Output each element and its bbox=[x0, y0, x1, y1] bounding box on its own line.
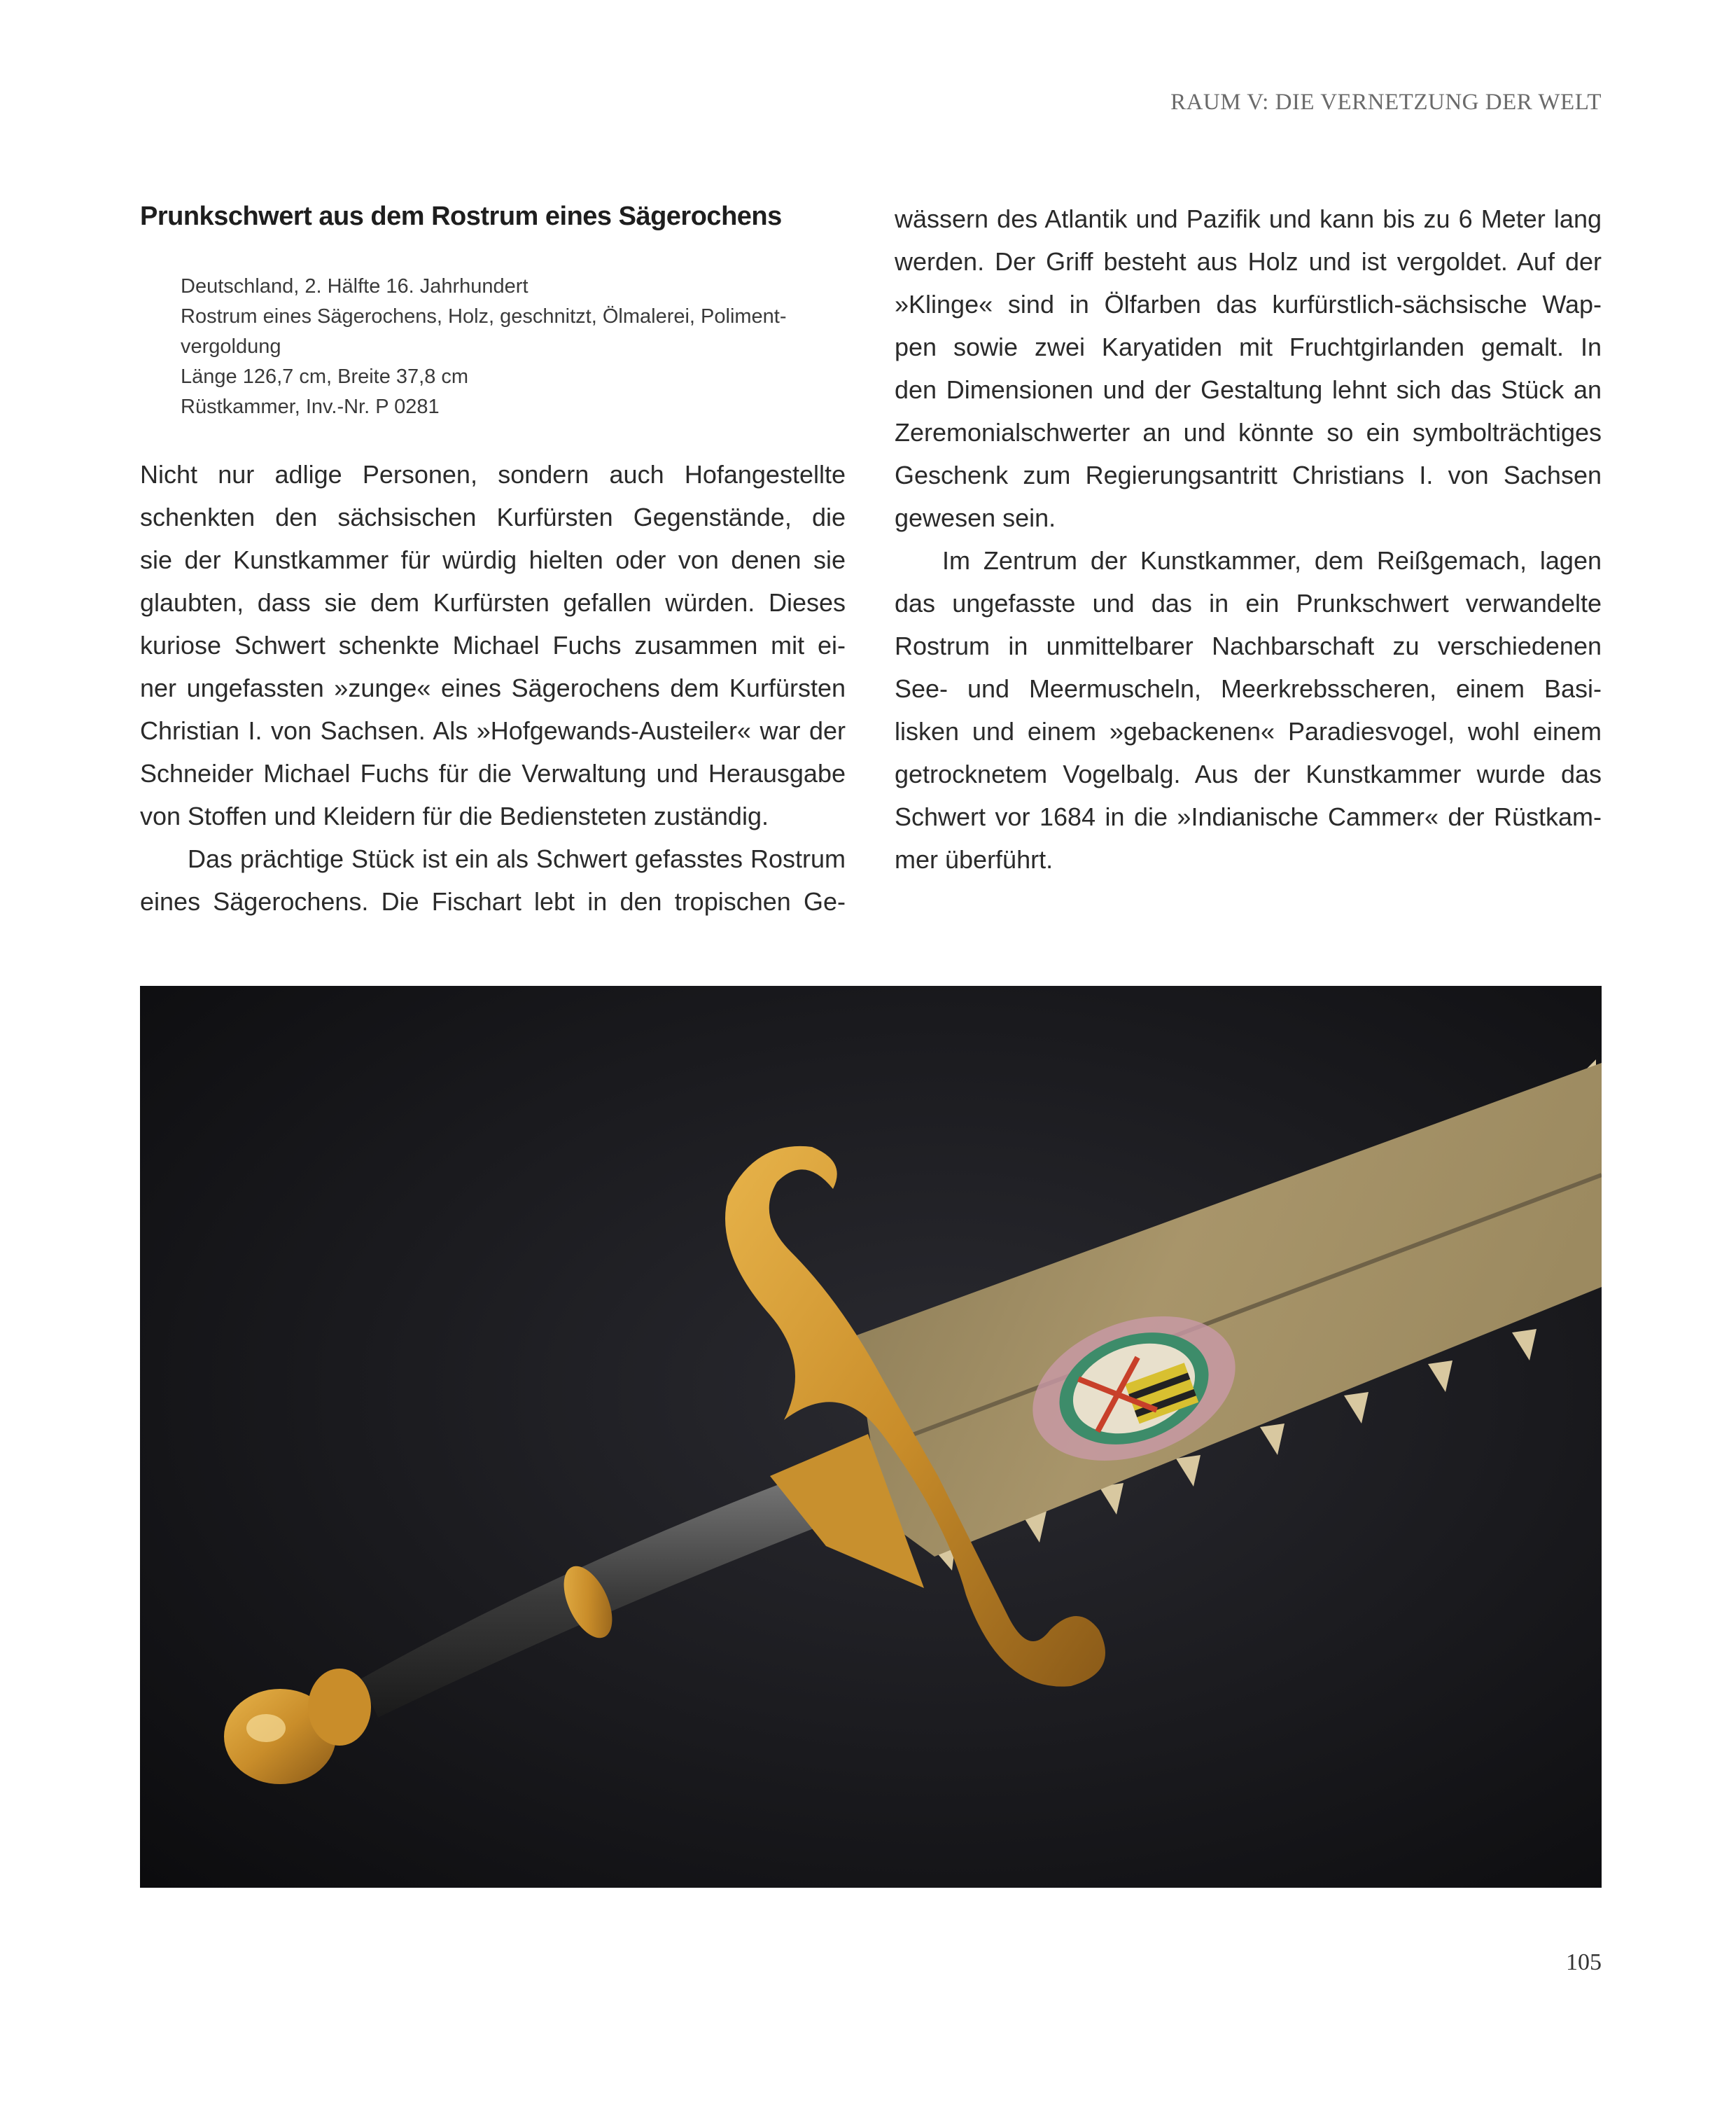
text-line: pen sowie zwei Karyatiden mit Fruchtgirlanden gemalt. In bbox=[895, 333, 1602, 361]
text-line: das ungefasste und das in ein Prunkschwert verwandelte bbox=[895, 589, 1602, 618]
text-line: den Dimensionen und der Gestaltung lehnt sich das Stück an bbox=[895, 375, 1602, 404]
text-line: von Stoffen und Kleidern für die Bediensteten zuständig. bbox=[140, 802, 769, 830]
text-line: schenkten den sächsischen Kurfürsten Gegenstände, die bbox=[140, 503, 846, 531]
meta-material: Rostrum eines Sägerochens, Holz, geschnitzt, Ölmalerei, Poliment- bbox=[181, 305, 787, 328]
text-line: gewesen sein. bbox=[895, 503, 1056, 532]
running-head: RAUM V: DIE VERNETZUNG DER WELT bbox=[1170, 90, 1602, 115]
text-line: Christian I. von Sachsen. Als »Hofgewands-Austeiler« war der bbox=[140, 716, 846, 745]
text-line: Nicht nur adlige Personen, sondern auch Hofangestellte bbox=[140, 460, 846, 489]
text-line: Im Zentrum der Kunstkammer, dem Reißgemach, lagen bbox=[942, 546, 1602, 575]
text-line: kuriose Schwert schenkte Michael Fuchs zusammen mit ei- bbox=[140, 631, 846, 660]
text-line: werden. Der Griff besteht aus Holz und ist vergoldet. Auf der bbox=[895, 247, 1602, 276]
text-line: eines Sägerochens. Die Fischart lebt in den tropischen Ge- bbox=[140, 887, 846, 916]
meta-dimensions: Länge 126,7 cm, Breite 37,8 cm bbox=[181, 366, 469, 388]
body-text-right-column bbox=[895, 197, 1602, 881]
text-line: Geschenk zum Regierungsantritt Christians I. von Sachsen bbox=[895, 461, 1602, 489]
text-line: Rostrum in unmittelbarer Nachbarschaft zu verschiedenen bbox=[895, 632, 1602, 660]
text-line: glaubten, dass sie dem Kurfürsten gefallen würden. Dieses bbox=[140, 588, 846, 617]
text-line: wässern des Atlantik und Pazifik und kann bis zu 6 Meter lang bbox=[895, 204, 1602, 233]
text-line: Schneider Michael Fuchs für die Verwaltung und Herausgabe bbox=[140, 759, 846, 788]
object-metadata bbox=[181, 272, 787, 422]
text-line: See- und Meermuscheln, Meerkrebsscheren, einem Basi- bbox=[895, 674, 1602, 703]
text-line: Schwert vor 1684 in die »Indianische Cammer« der Rüstkam- bbox=[895, 802, 1602, 831]
body-text-left-column bbox=[140, 453, 846, 923]
article-title: Prunkschwert aus dem Rostrum eines Sägerochens bbox=[140, 202, 782, 231]
meta-material-cont: vergoldung bbox=[181, 335, 281, 358]
page-number: 105 bbox=[1566, 1949, 1602, 1975]
sawfish-sword-illustration bbox=[140, 986, 1602, 1888]
text-line: lisken und einem »gebackenen« Paradiesvogel, wohl einem bbox=[895, 717, 1602, 746]
text-line: »Klinge« sind in Ölfarben das kurfürstlich-sächsische Wap- bbox=[895, 290, 1602, 319]
text-line: getrocknetem Vogelbalg. Aus der Kunstkammer wurde das bbox=[895, 760, 1602, 788]
meta-origin: Deutschland, 2. Hälfte 16. Jahrhundert bbox=[181, 275, 528, 298]
text-line: sie der Kunstkammer für würdig hielten oder von denen sie bbox=[140, 545, 846, 574]
text-line: ner ungefassten »zunge« eines Sägerochens dem Kurfürsten bbox=[140, 674, 846, 702]
meta-inventory: Rüstkammer, Inv.-Nr. P 0281 bbox=[181, 396, 440, 418]
text-line: Zeremonialschwerter an und könnte so ein symbolträchtiges bbox=[895, 418, 1602, 447]
sword-photograph bbox=[140, 986, 1602, 1888]
text-line: mer überführt. bbox=[895, 845, 1054, 874]
text-line: Das prächtige Stück ist ein als Schwert gefasstes Rostrum bbox=[188, 844, 846, 873]
